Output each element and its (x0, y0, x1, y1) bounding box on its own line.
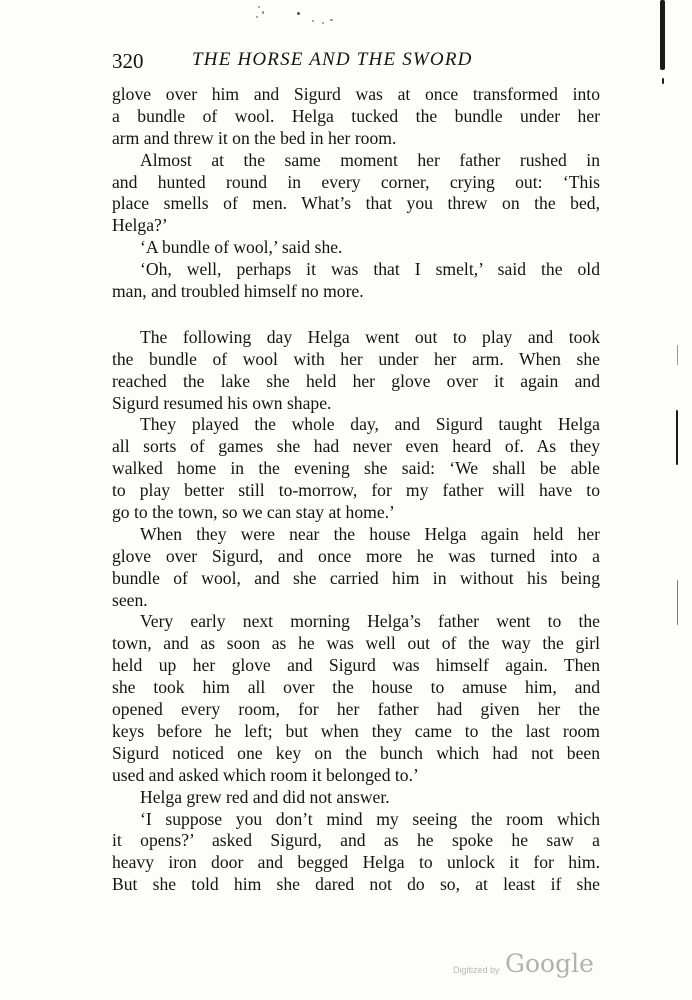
text-body (112, 84, 600, 896)
text-line: place smells of men. What’s that you threw on the bed, (112, 193, 600, 214)
text-line: glove over Sigurd, and once more he was turned into a (112, 545, 600, 566)
text-line: arm and threw it on the bed in her room. (112, 127, 397, 148)
text-line: and hunted round in every corner, crying out: ‘This (112, 171, 600, 192)
scan-specks (250, 2, 340, 28)
text-line: walked home in the evening she said: ‘We shall be able (112, 458, 600, 479)
section-break (112, 303, 600, 327)
text-line: Very early next morning Helga’s father went to the (140, 611, 600, 632)
text-line: town, and as soon as he was well out of the way the girl (112, 633, 600, 654)
text-line: man, and troubled himself no more. (112, 281, 364, 302)
text-line: Helga?’ (112, 215, 168, 236)
running-title: THE HORSE AND THE SWORD (192, 49, 473, 70)
page-number: 320 (112, 49, 144, 73)
text-line: ‘I suppose you don’t mind my seeing the room which (140, 808, 600, 829)
text-line: They played the whole day, and Sigurd taught Helga (140, 414, 600, 435)
text-line: When they were near the house Helga again held her (140, 523, 600, 544)
text-line: Helga grew red and did not answer. (140, 786, 390, 807)
text-line: But she told him she dared not do so, at least if she (112, 874, 600, 895)
text-line: the bundle of wool with her under her arm. When she (112, 348, 600, 369)
text-line: keys before he left; but when they came to the last room (112, 720, 600, 741)
text-line: The following day Helga went out to play and took (140, 326, 600, 347)
page-edge-mark (660, 0, 665, 70)
page-edge-mark (677, 580, 678, 625)
text-line: to play better still to-morrow, for my father will have to (112, 480, 600, 501)
text-line: ‘Oh, well, perhaps it was that I smelt,’ said the old (140, 259, 600, 280)
text-line: bundle of wool, and she carried him in without his being (112, 567, 600, 588)
text-line: opened every room, for her father had given her the (112, 699, 600, 720)
text-line: Almost at the same moment her father rushed in (140, 149, 600, 170)
text-line: a bundle of wool. Helga tucked the bundle under her (112, 105, 600, 126)
text-line: ‘A bundle of wool,’ said she. (140, 237, 343, 258)
text-line: go to the town, so we can stay at home.’ (112, 502, 395, 523)
text-line: Sigurd resumed his own shape. (112, 392, 332, 413)
text-line: reached the lake she held her glove over it again and (112, 370, 600, 391)
text-line: held up her glove and Sigurd was himself again. Then (112, 655, 600, 676)
page-edge-mark (662, 78, 664, 84)
google-logo: Google (505, 949, 594, 978)
text-line: seen. (112, 589, 148, 610)
page-header (112, 49, 602, 75)
text-line: Sigurd noticed one key on the bunch which had not been (112, 742, 600, 763)
text-line: heavy iron door and begged Helga to unlock it for him. (112, 852, 600, 873)
digitized-by-label: Digitized by (453, 965, 500, 975)
page-edge-mark (677, 345, 678, 365)
text-line: it opens?’ asked Sigurd, and as he spoke he saw a (112, 830, 600, 851)
google-watermark (449, 949, 609, 979)
text-line: glove over him and Sigurd was at once transformed into (112, 84, 600, 104)
text-line: used and asked which room it belonged to.’ (112, 764, 419, 785)
text-line: she took him all over the house to amuse him, and (112, 677, 600, 698)
text-line: all sorts of games she had never even heard of. As they (112, 436, 600, 457)
page-edge-mark (676, 410, 678, 465)
